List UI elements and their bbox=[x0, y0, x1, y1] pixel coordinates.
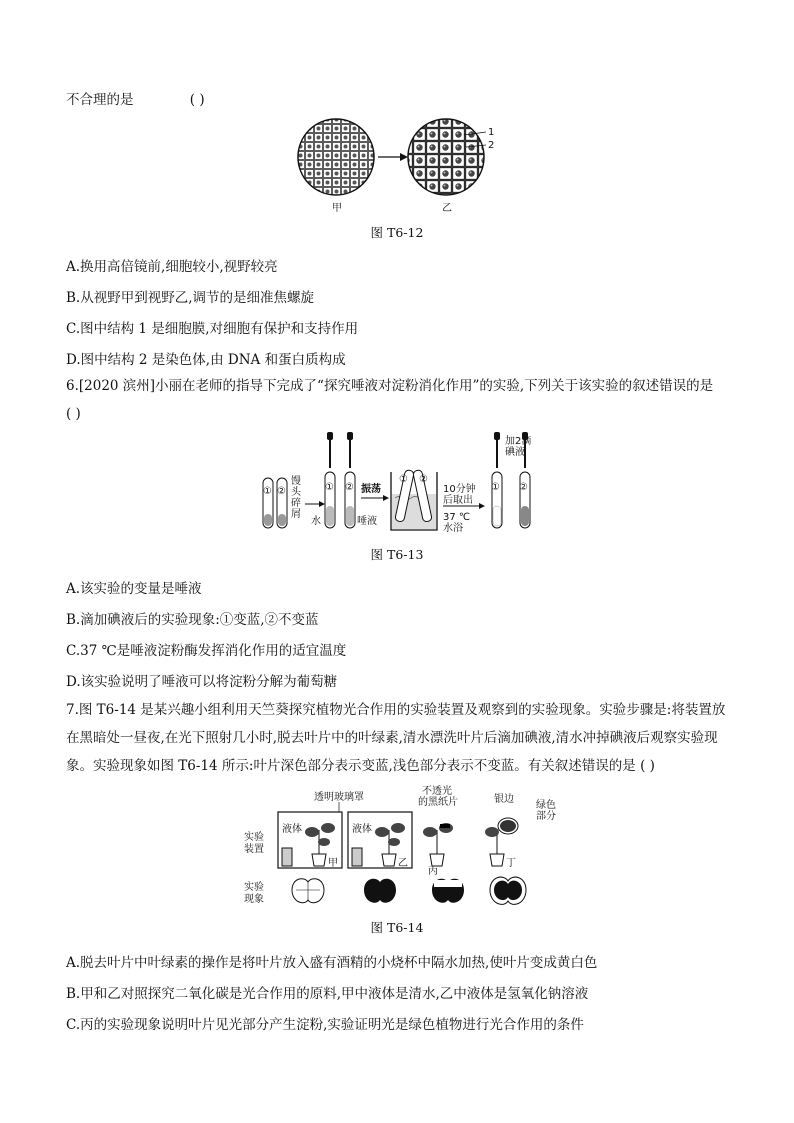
svg-text:丙: 丙 bbox=[428, 866, 438, 877]
svg-text:①: ① bbox=[491, 482, 500, 493]
test-tube-group-2 bbox=[325, 432, 355, 528]
svg-text:甲: 甲 bbox=[328, 858, 338, 869]
svg-text:②: ② bbox=[277, 486, 286, 497]
opaque-label: 不透光的黑纸片 bbox=[418, 786, 458, 808]
glass-cover-yi bbox=[348, 812, 412, 869]
arrow-right-icon bbox=[305, 501, 325, 507]
q6-stem-block bbox=[66, 372, 728, 428]
marker-1: 1 bbox=[488, 127, 495, 138]
microscope-view-left bbox=[298, 119, 374, 195]
q7-stem: 7.图 T6-14 是某兴趣小组利用天竺葵探究植物光合作用的实验装置及观察到的实验现象。实验步骤是:将装置放在黑暗处一昼夜,在光下照射几小时,脱去叶片中的叶绿素,清水漂洗叶片后滴加碘液,清水冲掉碘液后观察实验现象。实验现象如图 T6-14 所示:叶片深色部分表示变蓝,浅色部分表示不变蓝。有关叙述错误的是 bbox=[66, 702, 726, 774]
svg-text:液体: 液体 bbox=[352, 824, 372, 835]
q5-stem-line bbox=[66, 88, 205, 108]
svg-text:丁: 丁 bbox=[506, 858, 516, 869]
bath-label: 37 ℃水浴 bbox=[443, 512, 471, 534]
after-label: 10分钟后取出 bbox=[443, 484, 476, 506]
arrow-right-icon bbox=[378, 153, 408, 161]
figure-t6-13 bbox=[255, 432, 545, 542]
phenom-label: 实验现象 bbox=[244, 882, 264, 905]
q5-answer-paren: ( ) bbox=[189, 92, 205, 108]
q5-option-a: A.换用高倍镜前,细胞较小,视野较亮 bbox=[66, 259, 278, 275]
q6-answer-paren: ( ) bbox=[66, 406, 81, 422]
silver-label: 银边 bbox=[494, 794, 514, 805]
figure-t6-14 bbox=[244, 786, 564, 915]
svg-text:①: ① bbox=[263, 486, 272, 497]
svg-text:①: ① bbox=[325, 482, 334, 493]
caption-t6-13: 图 T6-13 bbox=[370, 547, 424, 562]
svg-text:①: ① bbox=[399, 474, 408, 485]
svg-text:液体: 液体 bbox=[282, 824, 302, 835]
q6-option-b: B.滴加碘液后的实验现象:①变蓝,②不变蓝 bbox=[66, 612, 319, 628]
q6-option-a: A.该实验的变量是唾液 bbox=[66, 581, 202, 597]
svg-text:②: ② bbox=[345, 482, 354, 493]
q7-stem-block bbox=[66, 696, 728, 780]
q5-option-c: C.图中结构 1 是细胞膜,对细胞有保护和支持作用 bbox=[66, 321, 359, 337]
caption-t6-12: 图 T6-12 bbox=[370, 225, 424, 240]
leaf-result-ding bbox=[490, 877, 526, 904]
green-label: 绿色部分 bbox=[536, 800, 556, 822]
leaf-result-jia bbox=[292, 879, 324, 903]
device-label: 实验装置 bbox=[244, 832, 264, 855]
label-jia: 甲 bbox=[332, 203, 342, 214]
q6-stem: 6.[2020 滨州]小丽在老师的指导下完成了“探究唾液对淀粉消化作用”的实验,下列关于该实验的叙述错误的是 bbox=[66, 378, 714, 394]
shake-label: 振荡 bbox=[361, 484, 381, 495]
glass-cover-jia bbox=[278, 812, 342, 869]
svg-text:②: ② bbox=[419, 474, 428, 485]
cover-label: 透明玻璃罩 bbox=[314, 792, 364, 803]
plant-bing bbox=[423, 823, 453, 877]
water-bath-beaker bbox=[391, 470, 437, 530]
saliva-label: 唾液 bbox=[357, 516, 377, 527]
q7-option-a: A.脱去叶片中叶绿素的操作是将叶片放入盛有酒精的小烧杯中隔水加热,使叶片变成黄白色 bbox=[66, 955, 598, 971]
leaf-result-yi bbox=[364, 879, 396, 903]
q5-option-b: B.从视野甲到视野乙,调节的是细准焦螺旋 bbox=[66, 290, 315, 306]
arrow-right-icon bbox=[361, 495, 389, 501]
bread-label: 馒头碎屑 bbox=[291, 476, 301, 520]
label-yi: 乙 bbox=[442, 203, 452, 214]
marker-2: 2 bbox=[488, 140, 495, 151]
leaf-result-bing bbox=[432, 879, 464, 903]
q5-stem: 不合理的是 bbox=[66, 92, 134, 108]
figure-t6-12 bbox=[296, 115, 506, 215]
plant-ding bbox=[485, 818, 518, 869]
test-tube-group-1 bbox=[263, 478, 287, 528]
q7-answer-paren: ( ) bbox=[640, 758, 655, 774]
iodine-label: 加2滴碘液 bbox=[505, 436, 532, 458]
microscope-view-right bbox=[408, 119, 484, 195]
q6-option-c: C.37 ℃是唾液淀粉酶发挥消化作用的适宜温度 bbox=[66, 643, 347, 659]
q7-option-c: C.丙的实验现象说明叶片见光部分产生淀粉,实验证明光是绿色植物进行光合作用的条件 bbox=[66, 1017, 584, 1033]
q7-option-b: B.甲和乙对照探究二氧化碳是光合作用的原料,甲中液体是清水,乙中液体是氢氧化钠溶液 bbox=[66, 986, 589, 1002]
svg-text:②: ② bbox=[519, 482, 528, 493]
caption-t6-14: 图 T6-14 bbox=[370, 920, 424, 935]
water-label: 水 bbox=[311, 516, 321, 527]
svg-text:乙: 乙 bbox=[398, 858, 408, 869]
q6-option-d: D.该实验说明了唾液可以将淀粉分解为葡萄糖 bbox=[66, 674, 338, 690]
q5-option-d: D.图中结构 2 是染色体,由 DNA 和蛋白质构成 bbox=[66, 352, 346, 368]
